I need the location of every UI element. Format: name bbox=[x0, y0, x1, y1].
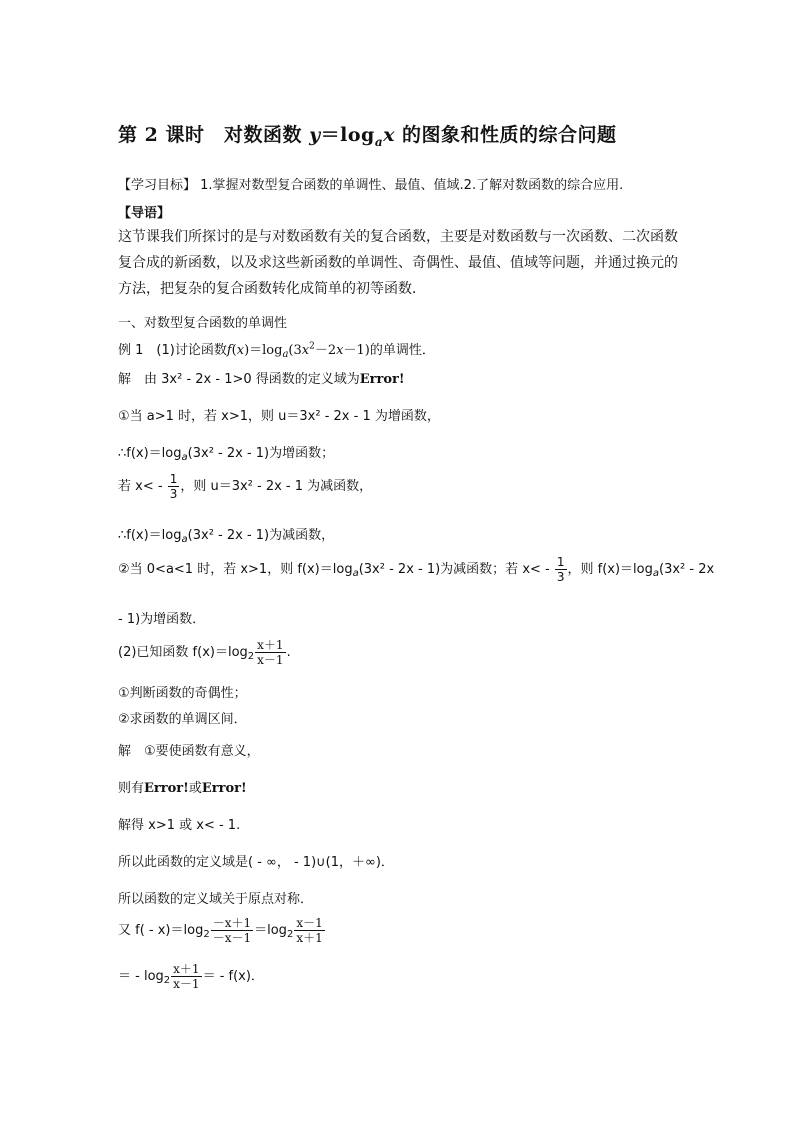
fraction-one-third-2: $\frac{1}{3}$ bbox=[556, 555, 565, 584]
learning-objectives: 【学习目标】 1.掌握对数型复合函数的单调性、最值、值域.2.了解对数函数的综合应用. bbox=[118, 178, 624, 193]
fraction-xp1-over-xm1-2: $\frac{x+1}{x-1}$ bbox=[173, 962, 200, 991]
case-1-line-3: 若 x< - $\frac{1}{3}$ ，则 u＝3x² - 2x - 1 为减函数， bbox=[118, 472, 373, 501]
question-1: ①判断函数的奇偶性； bbox=[118, 686, 247, 701]
section-heading: 一、对数型复合函数的单调性 bbox=[118, 316, 288, 331]
page-title: 第 2 课时 对数函数 $y=\log_ax$ 的图象和性质的综合问题 bbox=[118, 124, 617, 149]
guide-paragraph: 这节课我们所探讨的是与对数函数有关的复合函数，主要是对数函数与一次函数、二次函数复合成的新函数，以及求这些新函数的单调性、奇偶性、最值、值域等问题，并通过换元的方法，把复杂的复合函数转化成简单的初等函数． bbox=[118, 229, 678, 297]
case-1-line-4: $\therefore f(x)=\log_a(3x^2 - 2x - 1)$为减函数， bbox=[118, 528, 335, 545]
case-1-line-2: $\therefore f(x)=\log_a(3x^2 - 2x - 1)$为增函数； bbox=[118, 446, 335, 463]
guide-heading: 【导语】 bbox=[118, 206, 171, 221]
solution-2-symmetry: 所以函数的定义域关于原点对称． bbox=[118, 892, 314, 907]
fraction-one-third: $\frac{1}{3}$ bbox=[169, 472, 178, 501]
case-2-line-1: ②当 0<a<1 时，若 x>1，则 $f(x)=\log_a(3x^2 - 2x - 1)$为减函数；若 x< - $\frac{1}{3}$ ，则 $f(x)=\log_a(3x^2 - 2x$ bbox=[118, 555, 715, 584]
fraction-xp1-over-xm1: $\frac{x+1}{x-1}$ bbox=[257, 638, 284, 667]
fraction-xm1-over-xp1: $\frac{x-1}{x+1}$ bbox=[296, 916, 323, 945]
case-2-line-2: - 1)为增函数． bbox=[118, 612, 206, 627]
solution-2-domain: 所以此函数的定义域是( - ∞， - 1)∪(1，＋∞)． bbox=[118, 855, 394, 870]
example-1-question: 例 1 (1)讨论函数$f(x)=\log_a(3x^2-2x-1)$的单调性． bbox=[118, 341, 435, 360]
solution-2-f-neg-x: 又 $f( - x)=\log_2$ $\frac{-x+1}{-x-1}$ $=\log_2$ $\frac{x-1}{x+1}$ bbox=[118, 916, 323, 945]
solution-1-intro: 解 由 3x² - 2x - 1>0 得函数的定义域为Error! bbox=[118, 372, 405, 387]
solution-2-result: 解得 x>1 或 x< - 1. bbox=[118, 818, 241, 833]
fraction-nxp1-over-nxm1: $\frac{-x+1}{-x-1}$ bbox=[212, 916, 252, 945]
question-2: ②求函数的单调区间． bbox=[118, 712, 247, 727]
solution-2-condition: 则有Error!或Error! bbox=[118, 781, 247, 796]
solution-2-intro: 解 ①要使函数有意义， bbox=[118, 744, 260, 759]
example-1-part-2: (2)已知函数 $f(x)=\log_2$ $\frac{x+1}{x-1}$ . bbox=[118, 638, 291, 667]
case-1-line-1: ①当 a>1 时，若 x>1，则 u＝3x² - 2x - 1 为增函数， bbox=[118, 409, 440, 424]
solution-2-conclusion: ＝ - $\log_2$ $\frac{x+1}{x-1}$ ＝ - f(x)． bbox=[118, 962, 264, 991]
